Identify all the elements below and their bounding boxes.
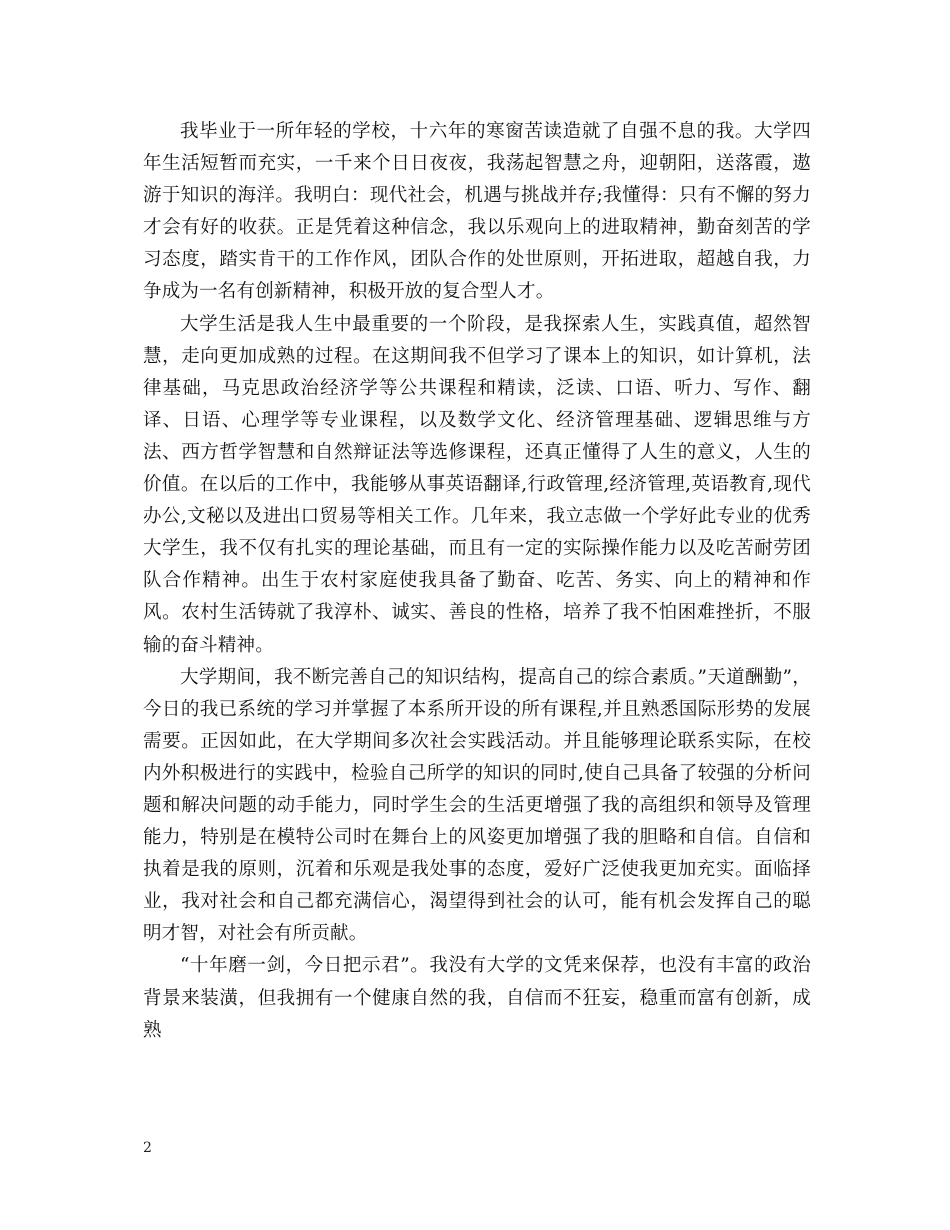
body-text [143,116,811,1047]
paragraph-3: 大学期间，我不断完善自己的知识结构，提高自己的综合素质。”天道酬勤”，今日的我已系统的学习并掌握了本系所开设的所有课程,并且熟悉国际形势的发展需要。正因如此，在大学期间多次社会实践活动。并且能够理论联系实际，在校内外积极进行的实践中，检验自己所学的知识的同时,使自己具备了较强的分析问题和解决问题的动手能力，同时学生会的生活更增强了我的高组织和领导及管理能力，特别是在模特公司时在舞台上的风姿更加增强了我的胆略和自信。自信和执着是我的原则，沉着和乐观是我处事的态度，爱好广泛使我更加充实。面临择业，我对社会和自己都充满信心，渴望得到社会的认可，能有机会发挥自己的聪明才智，对社会有所贡献。 [143,666,811,945]
paragraph-4: “十年磨一剑，今日把示君”。我没有大学的文凭来保荐，也没有丰富的政治背景来装潢，但我拥有一个健康自然的我，自信而不狂妄，稳重而富有创新，成熟 [143,955,811,1041]
page-number: 2 [143,1140,152,1156]
paragraph-2: 大学生活是我人生中最重要的一个阶段，是我探索人生，实践真值，超然智慧，走向更加成熟的过程。在这期间我不但学习了课本上的知识，如计算机，法律基础，马克思政治经济学等公共课程和精读，泛读、口语、听力、写作、翻译、日语、心理学等专业课程，以及数学文化、经济管理基础、逻辑思维与方法、西方哲学智慧和自然辩证法等选修课程，还真正懂得了人生的意义，人生的价值。在以后的工作中，我能够从事英语翻译,行政管理,经济管理,英语教育,现代办公,文秘以及进出口贸易等相关工作。几年来，我立志做一个学好此专业的优秀大学生，我不仅有扎实的理论基础，而且有一定的实际操作能力以及吃苦耐劳团队合作精神。出生于农村家庭使我具备了勤奋、吃苦、务实、向上的精神和作风。农村生活铸就了我淳朴、诚实、善良的性格，培养了我不怕困难挫折，不服输的奋斗精神。 [143,313,811,656]
paragraph-1: 我毕业于一所年轻的学校，十六年的寒窗苦读造就了自强不息的我。大学四年生活短暂而充实，一千来个日日夜夜，我荡起智慧之舟，迎朝阳，送落霞，遨游于知识的海洋。我明白：现代社会，机遇与挑战并存;我懂得：只有不懈的努力才会有好的收获。正是凭着这种信念，我以乐观向上的进取精神，勤奋刻苦的学习态度，踏实肯干的工作作风，团队合作的处世原则，开拓进取，超越自我，力争成为一名有创新精神，积极开放的复合型人才。 [143,121,811,303]
